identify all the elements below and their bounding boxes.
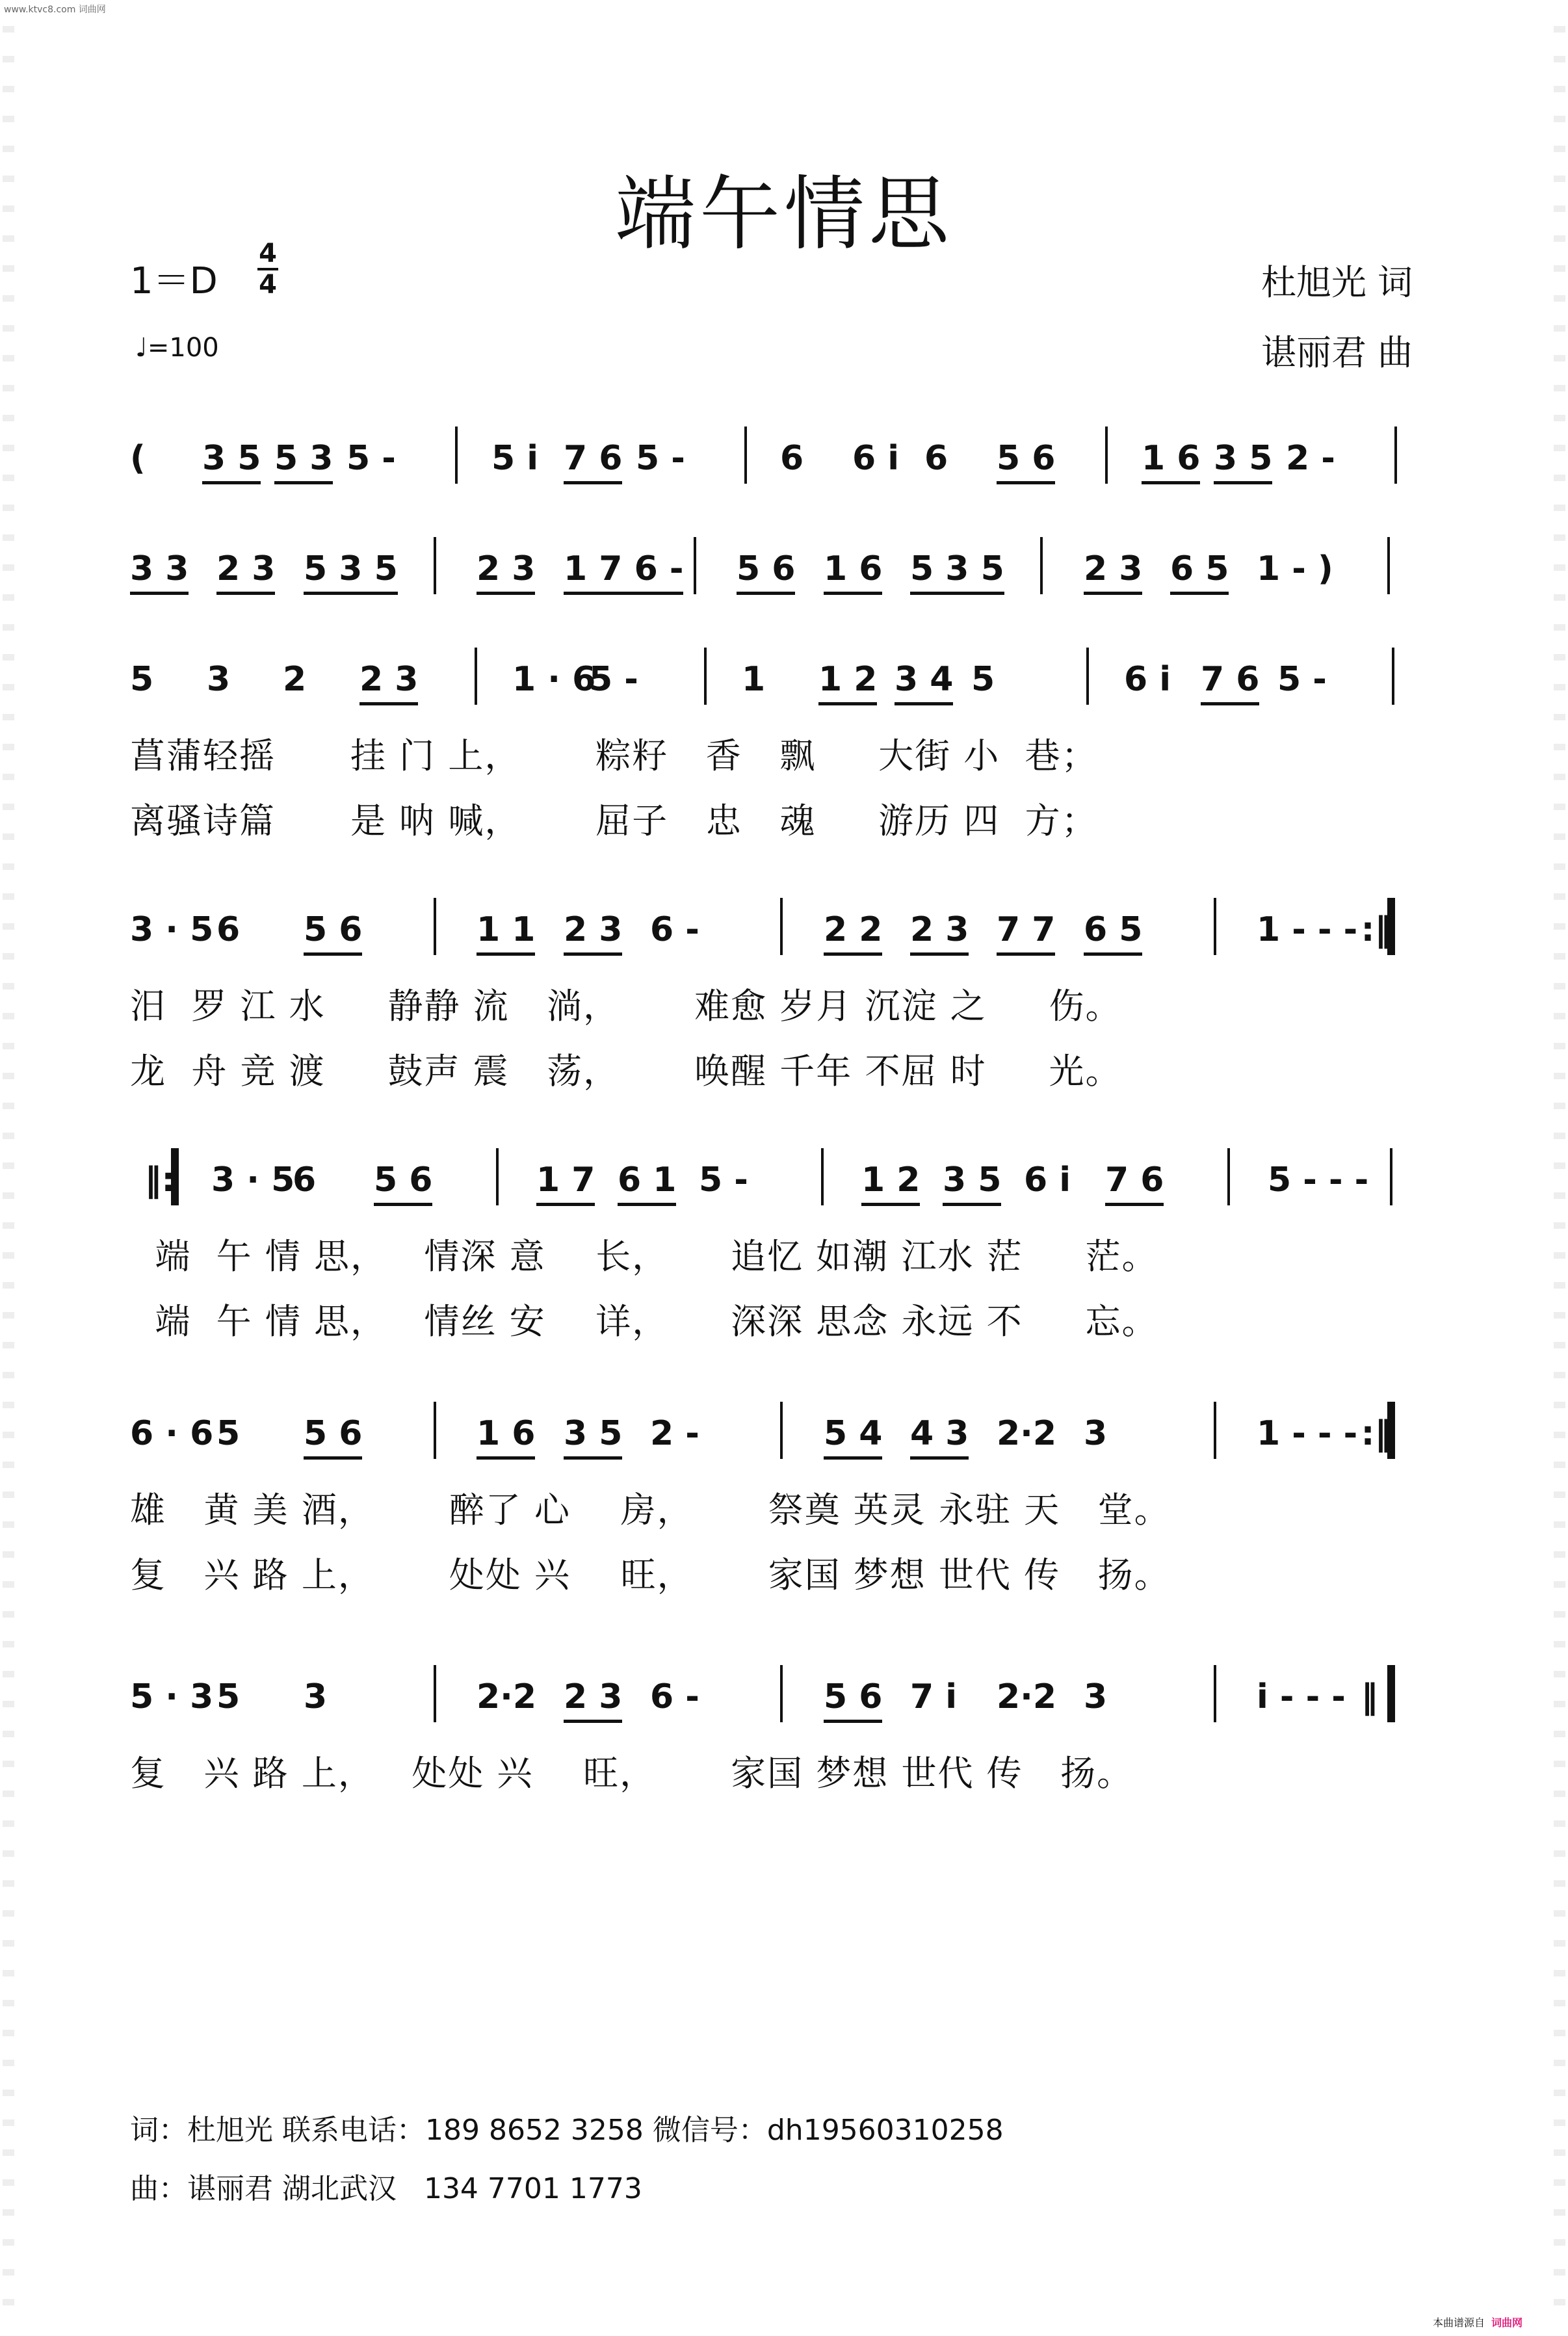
footer-lyricist-contact: 词：杜旭光 联系电话：189 8652 3258 微信号：dh19560310258 [130,2114,1004,2147]
note-group: 5 [130,660,154,699]
note-group: 2 - [1286,439,1335,478]
barline [704,648,707,705]
note-group: 6 1 [618,1157,676,1206]
song-title: 端午情思 [614,168,953,261]
note-group: 1 · 6 [512,660,596,699]
note-group: 3 3 [130,546,189,595]
barline [434,898,436,955]
stamp-site: 词曲网 [1491,2316,1522,2329]
note-group: 5 3 5 [304,546,398,595]
notation-row [130,907,1443,959]
repeat-barline [1387,1665,1395,1722]
barline [780,1402,783,1459]
notation-row [130,546,1443,598]
footer-composer-contact: 曲：谌丽君 湖北武汉 134 7701 1773 [130,2172,642,2205]
note-group: 3 5 [943,1157,1001,1206]
barline [780,1665,783,1722]
note-group: 6 · 6 [130,1414,214,1453]
note-group: 5 6 [997,436,1055,484]
note-group: 2 3 [359,657,418,705]
note-group: 1 7 [536,1157,595,1206]
barline [1392,648,1394,705]
note-group: 7 6 [1201,657,1259,705]
note-group: 2 - [650,1414,699,1453]
barline [821,1148,824,1205]
note-group: 5 4 [824,1411,882,1460]
barline [1040,537,1043,594]
note-group: 3 5 [1214,436,1272,484]
note-group: 1 1 [477,907,535,956]
note-group: 5 - [1277,660,1327,699]
note-group: 5 6 [304,907,362,956]
right-margin-strip [1554,26,1565,2310]
composer-credit: 谌丽君 曲 [1261,332,1413,373]
note-group: 3 [1084,1414,1108,1453]
note-group: 2 3 [1084,546,1142,595]
note-group: 5 3 [274,436,333,484]
note-group: 1 6 [1142,436,1200,484]
time-signature [255,241,281,298]
note-group: 6 5 [1084,907,1142,956]
note-group: 7 7 [997,907,1055,956]
notation-row [130,1674,1443,1726]
barline [434,537,436,594]
note-group: 5 - [589,660,638,699]
barline [1086,648,1089,705]
note-group: 2 [283,660,307,699]
note-group: 1 6 [824,546,882,595]
note-group: 2·2 [997,1677,1057,1716]
note-group: 1 2 [818,657,877,705]
barline [1214,898,1216,955]
note-group: 6 [216,910,241,949]
source-stamp [1433,2315,1522,2329]
note-group: 2 3 [216,546,275,595]
note-group: 5 - [699,1161,748,1200]
tempo-marking: ♩=100 [135,333,219,363]
note-group: 6 i [1024,1161,1071,1200]
lyric-line: 复 兴 路 上， 处处 兴 旺， 家国 梦想 世代 传 扬。 [130,1753,1134,1794]
note-group: 5 - [636,439,685,478]
barline [455,427,458,484]
note-group: 5 [216,1677,241,1716]
note-group: 3 5 [202,436,261,484]
barline [1227,1148,1230,1205]
lyric-line: 端 午 情 思， 情深 意 长， 追忆 如潮 江水 茫 茫。 [130,1236,1158,1277]
lyric-line: 龙 舟 竞 渡 鼓声 震 荡， 唤醒 千年 不屈 时 光。 [130,1051,1122,1092]
lyric-line: 菖蒲轻摇 挂 门 上， 粽籽 香 飘 大街 小 巷； [130,735,1098,776]
repeat-sign: ‖: [144,1161,176,1200]
barline [744,427,747,484]
note-group: 3 [207,660,231,699]
note-group: 5 · 3 [130,1677,214,1716]
note-group: 1 - - - [1257,910,1358,949]
note-group: 2 3 [564,907,622,956]
barline [1105,427,1108,484]
lyric-line: 端 午 情 思， 情丝 安 详， 深深 思念 永远 不 忘。 [130,1301,1158,1342]
note-group: 6 [293,1161,317,1200]
site-watermark: www.ktvc8.com 词曲网 [4,5,106,15]
note-group: 1 2 [861,1157,920,1206]
note-group: 3 4 [895,657,953,705]
barline [1387,537,1390,594]
note-group: 7 i [910,1677,958,1716]
note-group: 5 6 [737,546,795,595]
note-group: 7 6 [1105,1157,1164,1206]
note-group: 2 3 [564,1674,622,1723]
lyricist-credit: 杜旭光 词 [1261,262,1413,303]
note-group: 5 - - - [1268,1161,1369,1200]
note-group: i - - - [1257,1677,1346,1716]
note-group: 5 [216,1414,241,1453]
barline [1394,427,1397,484]
barline [475,648,477,705]
note-group: 6 i [1124,660,1171,699]
note-group: 1 - ) [1257,549,1333,588]
note-group: 6 i [852,439,900,478]
barline [1214,1665,1216,1722]
repeat-sign: :‖ [1361,910,1392,949]
note-group: 3 · 5 [130,910,214,949]
note-group: 2·2 [477,1677,537,1716]
notation-row [130,657,1443,709]
note-group: 6 [780,439,804,478]
note-group: 3 [304,1677,328,1716]
barline [1214,1402,1216,1459]
note-group: 5 6 [824,1674,882,1723]
note-group: 6 - [650,910,699,949]
note-group: 5 6 [304,1411,362,1460]
barline [434,1402,436,1459]
note-group: 1 [742,660,766,699]
stamp-text: 本曲谱源自 [1432,2316,1485,2329]
lyric-line: 汨 罗 江 水 静静 流 淌， 难愈 岁月 沉淀 之 伤。 [130,986,1122,1027]
key-signature: 1＝D [130,260,218,302]
note-group: 6 [924,439,948,478]
note-group: 2·2 [997,1414,1057,1453]
note-group: 3 [1084,1677,1108,1716]
notation-row [130,1411,1443,1463]
barline [1390,1148,1392,1205]
lyric-line: 雄 黄 美 酒， 醉了 心 房， 祭奠 英灵 永驻 天 堂。 [130,1490,1171,1530]
barline [434,1665,436,1722]
note-group: 7 6 [564,436,622,484]
note-group: 5 [971,660,995,699]
meter-denominator: 4 [259,270,277,300]
notation-row [130,1157,1443,1209]
note-group: 5 - [346,439,396,478]
note-group: 3 5 [564,1411,622,1460]
repeat-sign: ‖ [1361,1677,1378,1716]
repeat-sign: :‖ [1361,1414,1392,1453]
note-group: 3 · 5 [211,1161,295,1200]
note-group: 5 6 [374,1157,432,1206]
notation-row [130,436,1443,488]
barline [496,1148,499,1205]
note-group: 4 3 [910,1411,969,1460]
barline [694,537,696,594]
note-group: 1 - - - [1257,1414,1358,1453]
note-group: 5 i [491,439,539,478]
note-group: 6 - [650,1677,699,1716]
lyric-line: 离骚诗篇 是 呐 喊， 屈子 忠 魂 游历 四 方； [130,800,1098,841]
note-group: 2 3 [910,907,969,956]
note-group: 2 2 [824,907,882,956]
meter-numerator: 4 [259,239,277,269]
note-group: 1 7 6 - [564,546,683,595]
note-group: 2 3 [477,546,535,595]
note-group: ( [130,439,146,478]
lyric-line: 复 兴 路 上， 处处 兴 旺， 家国 梦想 世代 传 扬。 [130,1555,1171,1595]
left-margin-strip [3,26,14,2310]
barline [780,898,783,955]
note-group: 1 6 [477,1411,535,1460]
note-group: 5 3 5 [910,546,1004,595]
note-group: 6 5 [1170,546,1229,595]
